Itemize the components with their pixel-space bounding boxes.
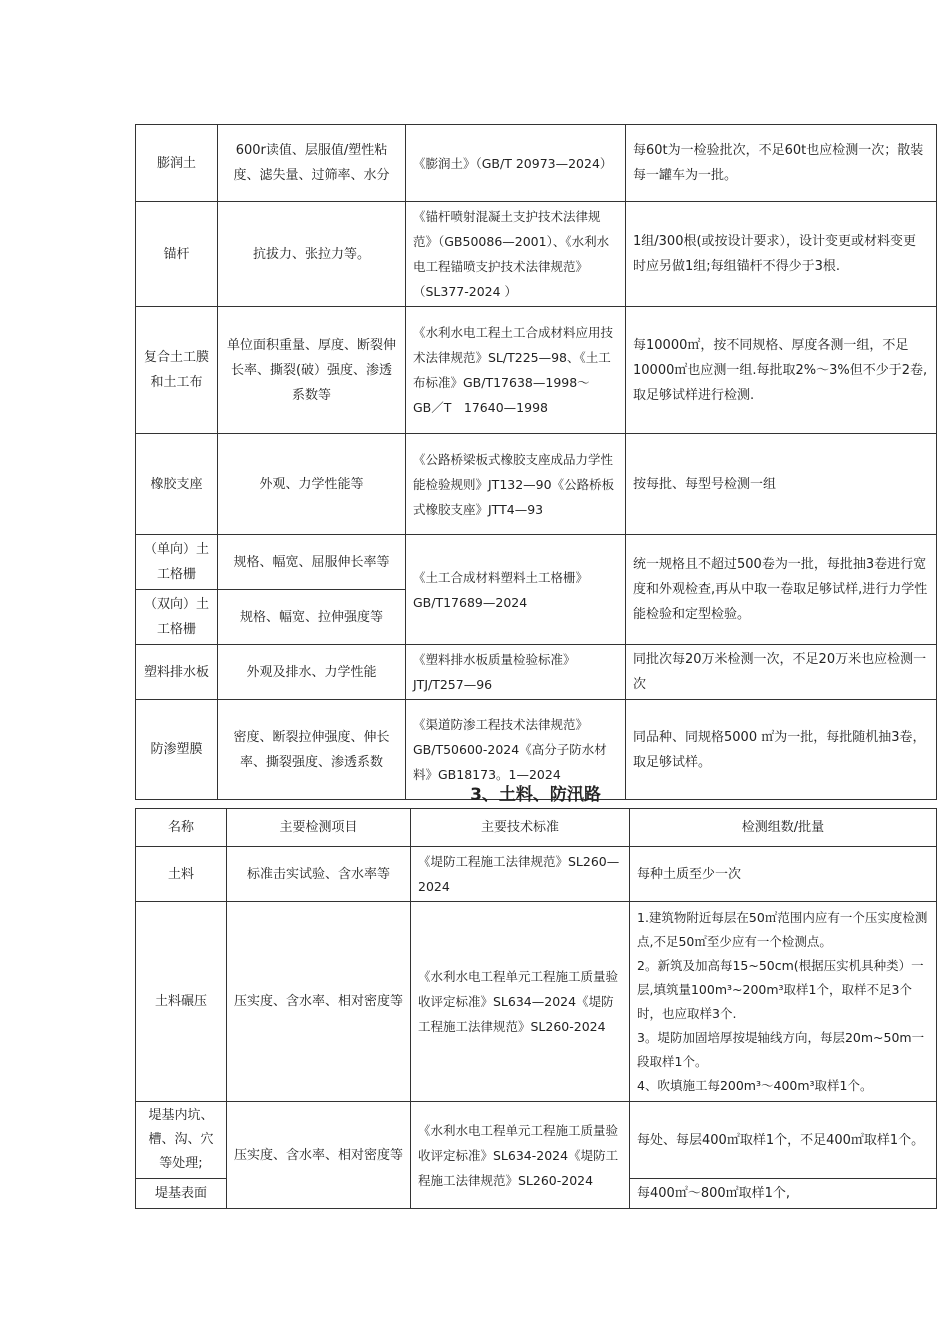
name-cell: （单向）土工格栅 [136,535,218,590]
name-cell: 塑料排水板 [136,645,218,700]
batch-cell: 每60t为一检验批次，不足60t也应检测一次；散装每一罐车为一批。 [626,125,937,202]
section-title: 3、土料、防汛路 [470,785,601,805]
table-row [136,535,937,590]
items-cell: 密度、断裂拉伸强度、伸长率、撕裂强度、渗透系数 [218,700,406,800]
batch-cell: 同品种、同规格5000 ㎡为一批，每批随机抽3卷，取足够试样。 [626,700,937,800]
batch-cell: 每400㎡～800㎡取样1个, [630,1179,937,1209]
table-row [136,125,937,202]
standard-cell: 《水利水电工程单元工程施工质量验收评定标准》SL634-2024《堤防工程施工法律规范》SL260-2024 [411,1102,630,1209]
items-cell: 外观、力学性能等 [218,434,406,535]
materials-table [135,124,937,800]
items-cell: 规格、幅宽、拉伸强度等 [218,590,406,645]
batch-cell: 每种土质至少一次 [630,847,937,902]
batch-cell: 每10000㎡，按不同规格、厚度各测一组，不足10000㎡也应测一组.每批取2%～3%但不少于2卷,取足够试样进行检测. [626,307,937,434]
standard-cell: 《渠道防渗工程技术法律规范》GB/T50600-2024《高分子防水材料》GB18173。1—2024 [406,700,626,800]
name-cell: 堤基内坑、槽、沟、穴等处理; [136,1102,227,1179]
name-cell: 复合土工膜和土工布 [136,307,218,434]
standard-cell: 《水利水电工程土工合成材料应用技术法律规范》SL/T225—98、《土工布标准》GB/T17638—1998～ GB／T 17640—1998 [406,307,626,434]
table-row [136,307,937,434]
batch-line: 3。堤防加固培厚按堤轴线方向，每层20m~50m一段取样1个。 [637,1029,925,1069]
batch-cell: 统一规格且不超过500卷为一批，每批抽3卷进行宽度和外观检查,再从中取一卷取足够试样,进行力学性能检验和定型检验。 [626,535,937,645]
column-header: 主要检测项目 [227,809,411,847]
items-cell: 标准击实试验、含水率等 [227,847,411,902]
batch-cell: 按每批、每型号检测一组 [626,434,937,535]
table-row [136,902,937,1102]
standard-cell: 《公路桥梁板式橡胶支座成品力学性能检验规则》JT132—90《公路桥板式橡胶支座》JTT4—93 [406,434,626,535]
name-cell: 土料碾压 [136,902,227,1102]
table-row [136,1102,937,1179]
name-cell: 堤基表面 [136,1179,227,1209]
batch-cell: 同批次每20万米检测一次，不足20万米也应检测一次 [626,645,937,700]
column-header: 主要技术标准 [411,809,630,847]
standard-cell: 《土工合成材料塑料土工格栅》GB/T17689—2024 [406,535,626,645]
table-row [136,202,937,307]
column-header: 名称 [136,809,227,847]
items-cell: 单位面积重量、厚度、断裂伸长率、撕裂(破）强度、渗透系数等 [218,307,406,434]
items-cell: 外观及排水、力学性能 [218,645,406,700]
batch-line: 2。新筑及加高每15~50cm(根据压实机具种类）一层,填筑量100m³~200m³取样1个，取样不足3个时，也应取样3个. [637,957,924,1021]
name-cell: 土料 [136,847,227,902]
items-cell: 600r读值、层服值/塑性粘度、滤失量、过筛率、水分 [218,125,406,202]
table-row [136,847,937,902]
items-cell: 规格、幅宽、屈服伸长率等 [218,535,406,590]
table-row [136,434,937,535]
items-cell: 压实度、含水率、相对密度等 [227,902,411,1102]
standard-cell: 《锚杆喷射混凝土支护技术法律规范》（GB50086—2001）、《水利水电工程锚喷支护技术法律规范》（SL377-2024 ） [406,202,626,307]
table-row [136,645,937,700]
name-cell: 膨润土 [136,125,218,202]
standard-cell: 《堤防工程施工法律规范》SL260—2024 [411,847,630,902]
name-cell: （双向）土工格栅 [136,590,218,645]
batch-cell [630,902,937,1102]
standard-cell: 《膨润土》（GB/T 20973—2024） [406,125,626,202]
standard-cell: 《水利水电工程单元工程施工质量验收评定标准》SL634—2024《堤防工程施工法律规范》SL260-2024 [411,902,630,1102]
items-cell: 压实度、含水率、相对密度等 [227,1102,411,1209]
batch-line: 4、吹填施工每200m³～400m³取样1个。 [637,1077,873,1093]
table-header-row [136,809,937,847]
batch-cell: 1组/300根(或按设计要求），设计变更或材料变更时应另做1组;每组锚杆不得少于3根. [626,202,937,307]
name-cell: 锚杆 [136,202,218,307]
batch-cell: 每处、每层400㎡取样1个，不足400㎡取样1个。 [630,1102,937,1179]
soil-table [135,808,937,1209]
column-header: 检测组数/批量 [630,809,937,847]
batch-line: 1.建筑物附近每层在50㎡范围内应有一个压实度检测点,不足50㎡至少应有一个检测点。 [637,909,928,949]
name-cell: 橡胶支座 [136,434,218,535]
standard-cell: 《塑料排水板质量检验标准》JTJ/T257—96 [406,645,626,700]
items-cell: 抗拔力、张拉力等。 [218,202,406,307]
name-cell: 防渗塑膜 [136,700,218,800]
